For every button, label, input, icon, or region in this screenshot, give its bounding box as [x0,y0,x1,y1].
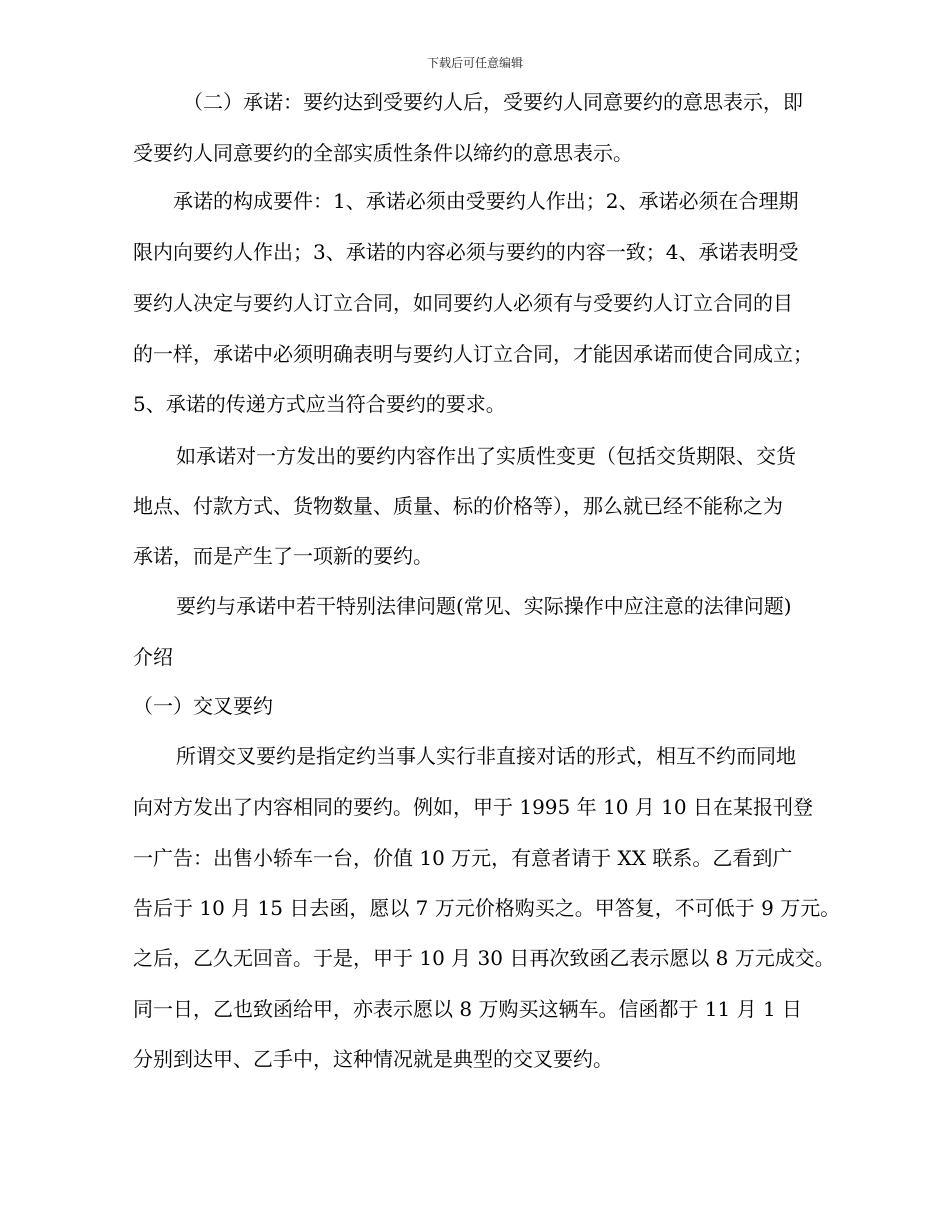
text-line: 地点、付款方式、货物数量、质量、标的价格等），那么就已经不能称之为 [133,494,783,518]
text-line: 承诺，而是产生了一项新的要约。 [133,544,433,568]
text-line: 限内向要约人作出；3、承诺的内容必须与要约的内容一致；4、承诺表明受 [133,240,799,264]
text-line: 要约与承诺中若干特别法律问题(常见、实际操作中应注意的法律问题) [176,594,792,618]
text-line: 承诺的构成要件：1、承诺必须由受要约人作出；2、承诺必须在合理期 [173,189,799,213]
text-line: 的一样，承诺中必须明确表明与要约人订立合同，才能因承诺而使合同成立； [133,342,813,366]
text-line: （二）承诺：要约达到受要约人后，受要约人同意要约的意思表示，即 [183,90,803,114]
text-line: 之后，乙久无回音。于是，甲于 10 月 30 日再次致函乙表示愿以 8 万元成交。 [133,946,835,970]
text-line: 告后于 10 月 15 日去函，愿以 7 万元价格购买之。甲答复，不可低于 9 万元。 [133,896,841,920]
text-line: 介绍 [133,645,173,669]
text-line: 向对方发出了内容相同的要约。例如，甲于 1995 年 10 月 10 日在某报刊登 [133,795,813,819]
text-line: 所谓交叉要约是指定约当事人实行非直接对话的形式，相互不约而同地 [176,744,796,768]
text-line: 一广告：出售小轿车一台，价值 10 万元，有意者请于 XX 联系。乙看到广 [133,846,793,870]
text-line: 同一日，乙也致函给甲，亦表示愿以 8 万购买这辆车。信函都于 11 月 1 日 [133,997,803,1021]
text-line: 分别到达甲、乙手中，这种情况就是典型的交叉要约。 [133,1047,613,1071]
section-heading: （一）交叉要约 [133,694,273,718]
text-line: 受要约人同意要约的全部实质性条件以缔约的意思表示。 [133,141,633,165]
page-header: 下载后可任意编辑 [426,56,523,70]
text-line: 要约人决定与要约人订立合同，如同要约人必须有与受要约人订立合同的目 [133,291,793,315]
text-line: 如承诺对一方发出的要约内容作出了实质性变更（包括交货期限、交货 [176,444,796,468]
text-line: 5、承诺的传递方式应当符合要约的要求。 [133,392,506,416]
